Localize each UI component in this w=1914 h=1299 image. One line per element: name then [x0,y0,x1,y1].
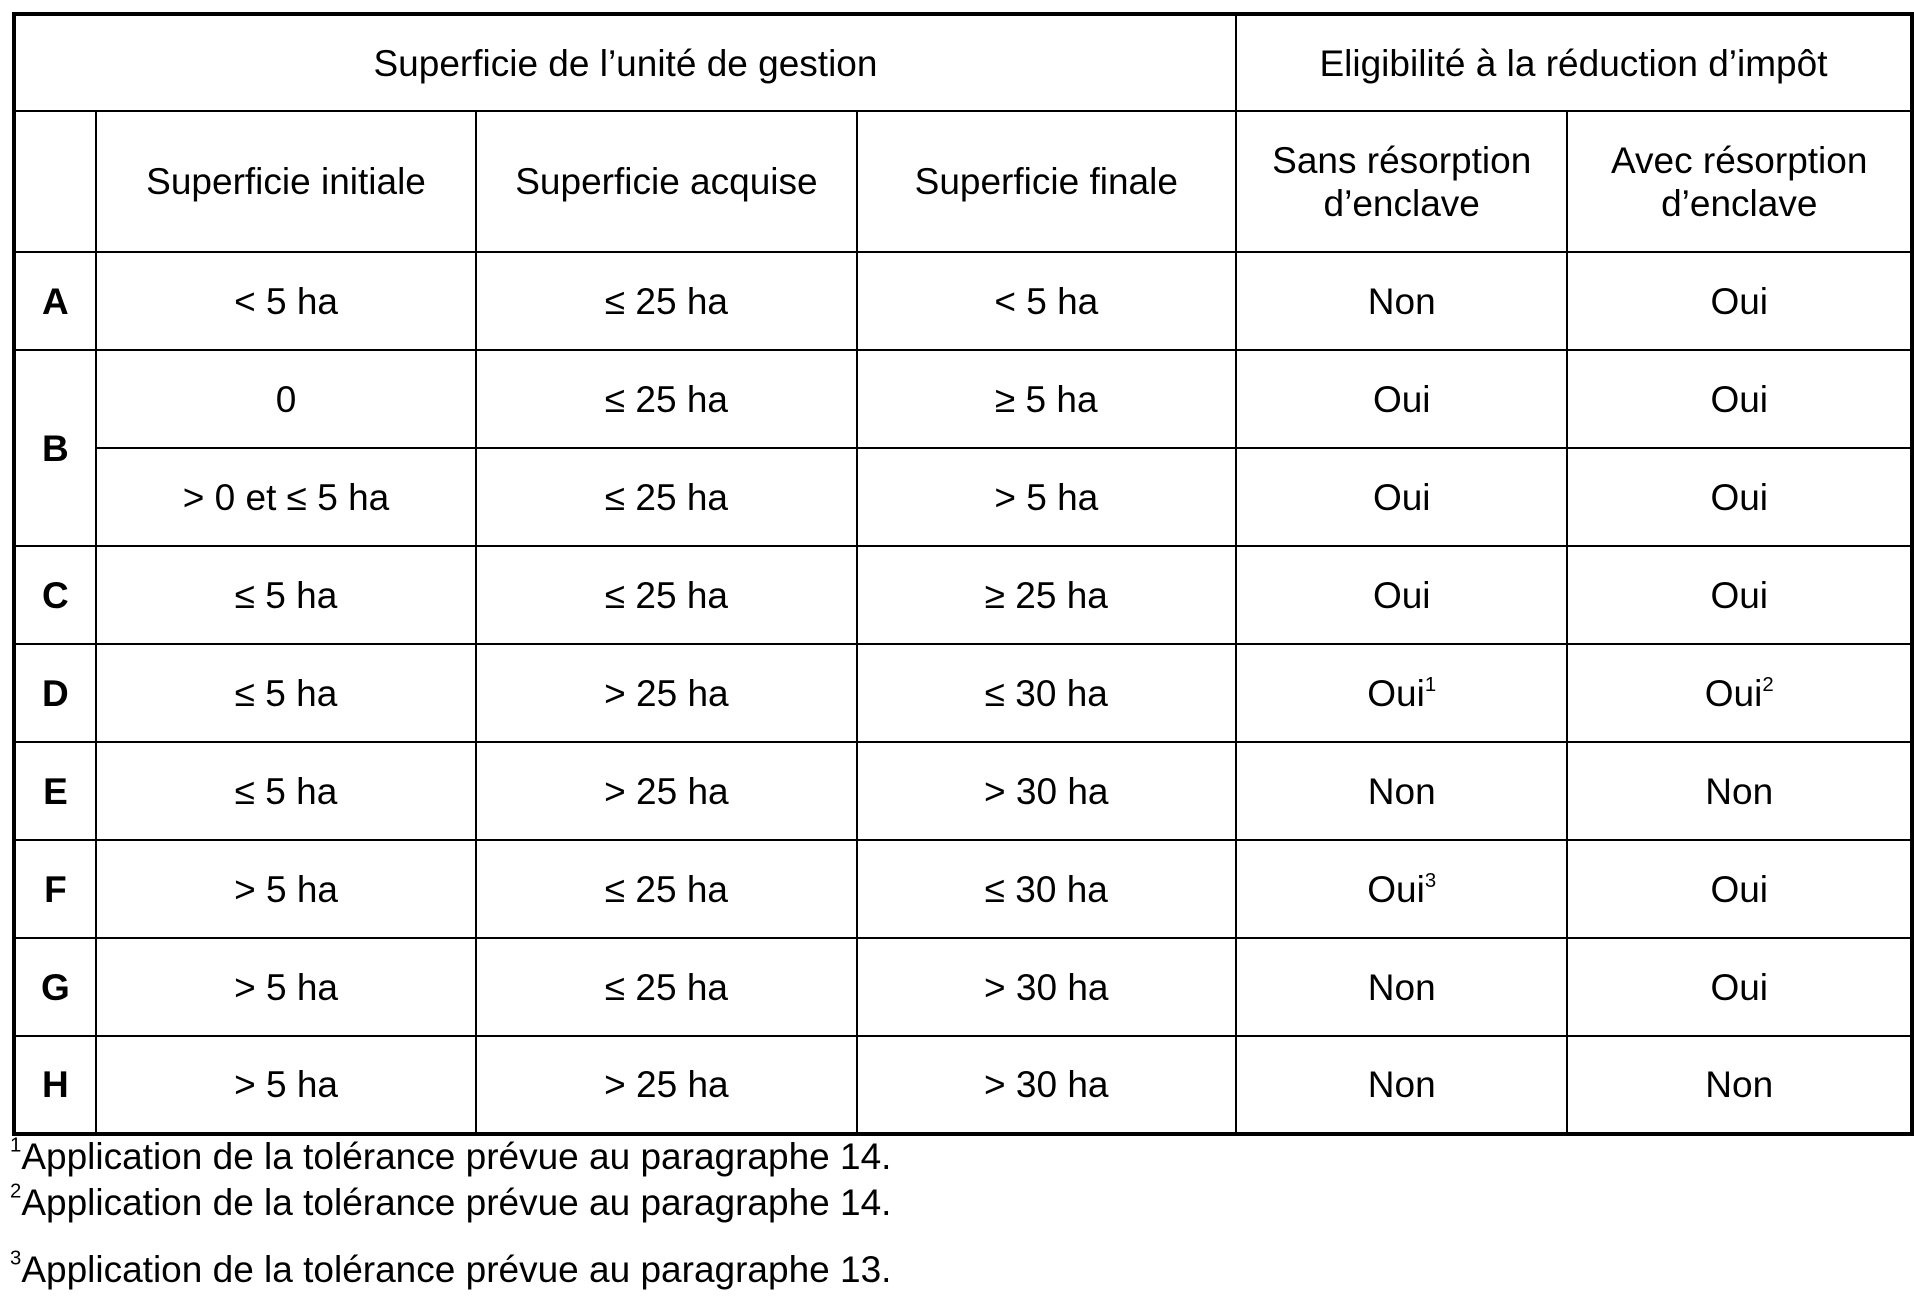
row-label-header [14,111,96,252]
row-label: F [14,840,96,938]
cell-eligibilite-sans [1236,546,1568,644]
eligibility-value: Oui [1710,574,1769,616]
cell-superficie-finale: ≥ 25 ha [857,546,1236,644]
cell-superficie-acquise: > 25 ha [476,1036,856,1134]
table-row [14,742,1912,840]
cell-superficie-initiale: ≤ 5 ha [96,644,476,742]
cell-eligibilite-sans [1236,742,1568,840]
table-row [14,840,1912,938]
cell-superficie-acquise: > 25 ha [476,644,856,742]
eligibility-value: Non [1367,1064,1436,1105]
row-label: B [14,350,96,546]
cell-superficie-acquise: ≤ 25 ha [476,252,856,350]
group-header-eligibilite: Eligibilité à la réduction d’impôt [1236,14,1912,111]
cell-superficie-initiale: > 0 et ≤ 5 ha [96,448,476,546]
cell-eligibilite-sans [1236,350,1568,448]
eligibility-value: Oui [1710,378,1769,420]
row-label: H [14,1036,96,1134]
footnote-mark: 3 [10,1247,22,1270]
row-label: C [14,546,96,644]
row-label: G [14,938,96,1036]
row-label: A [14,252,96,350]
eligibility-table [12,12,1914,1136]
cell-superficie-finale: ≥ 5 ha [857,350,1236,448]
footnote-2 [10,1182,891,1224]
footnote-3 [10,1249,891,1291]
footnote-mark: 2 [10,1180,22,1203]
cell-superficie-initiale: > 5 ha [96,1036,476,1134]
cell-superficie-finale: > 30 ha [857,742,1236,840]
cell-superficie-acquise: ≤ 25 ha [476,840,856,938]
cell-superficie-finale: ≤ 30 ha [857,840,1236,938]
eligibility-value: Oui [1372,574,1431,616]
cell-eligibilite-avec [1567,644,1912,742]
table-row [14,644,1912,742]
eligibility-value: Non [1367,770,1436,812]
cell-eligibilite-avec [1567,840,1912,938]
table-row [14,350,1912,448]
cell-eligibilite-sans [1236,644,1568,742]
footnote-reference: 1 [1424,673,1437,696]
cell-eligibilite-sans [1236,448,1568,546]
cell-eligibilite-sans [1236,252,1568,350]
eligibility-value: Oui [1367,672,1425,714]
row-label: E [14,742,96,840]
eligibility-value: Oui [1372,476,1431,518]
eligibility-value: Oui [1710,966,1769,1008]
cell-superficie-finale: < 5 ha [857,252,1236,350]
col-header-superficie-initiale: Superficie initiale [96,111,476,252]
table-row [14,546,1912,644]
cell-superficie-initiale: ≤ 5 ha [96,742,476,840]
cell-eligibilite-avec [1567,252,1912,350]
footnote-text: Application de la tolérance prévue au paragraphe 14. [21,1136,892,1177]
cell-superficie-acquise: ≤ 25 ha [476,350,856,448]
eligibility-value: Non [1705,770,1774,812]
table-row [14,938,1912,1036]
footnote-mark: 1 [10,1134,22,1157]
eligibility-value: Oui [1710,476,1769,518]
eligibility-value: Non [1367,280,1436,322]
cell-eligibilite-sans [1236,938,1568,1036]
cell-eligibilite-avec [1567,546,1912,644]
cell-eligibilite-avec [1567,448,1912,546]
eligibility-value: Non [1367,966,1436,1008]
cell-eligibilite-avec [1567,938,1912,1036]
cell-eligibilite-avec [1567,1036,1912,1134]
cell-superficie-acquise: ≤ 25 ha [476,448,856,546]
cell-superficie-initiale: 0 [96,350,476,448]
footnote-1 [10,1136,891,1178]
cell-superficie-initiale: > 5 ha [96,840,476,938]
group-header-row [14,14,1912,111]
col-header-superficie-acquise: Superficie acquise [476,111,856,252]
cell-eligibilite-avec [1567,350,1912,448]
footnote-reference: 2 [1762,673,1774,696]
column-header-row [14,111,1912,252]
col-header-superficie-finale: Superficie finale [857,111,1236,252]
cell-superficie-finale: ≤ 30 ha [857,644,1236,742]
cell-eligibilite-avec [1567,742,1912,840]
group-header-superficie: Superficie de l’unité de gestion [14,14,1236,111]
footnote-text: Application de la tolérance prévue au paragraphe 14. [21,1182,892,1223]
table-row [14,252,1912,350]
eligibility-value: Oui [1710,868,1769,910]
cell-superficie-finale: > 5 ha [857,448,1236,546]
row-label: D [14,644,96,742]
eligibility-value: Oui [1367,868,1425,910]
cell-superficie-acquise: > 25 ha [476,742,856,840]
col-header-avec-resorption: Avec résorption d’enclave [1567,111,1912,252]
eligibility-value: Non [1705,1064,1774,1105]
eligibility-value: Oui [1704,672,1763,714]
cell-superficie-initiale: > 5 ha [96,938,476,1036]
table-row [14,448,1912,546]
footnote-reference: 3 [1424,869,1437,892]
table-row [14,1036,1912,1134]
cell-superficie-initiale: ≤ 5 ha [96,546,476,644]
eligibility-value: Oui [1372,378,1431,420]
cell-superficie-finale: > 30 ha [857,1036,1236,1134]
cell-eligibilite-sans [1236,1036,1568,1134]
eligibility-value: Oui [1710,280,1769,322]
cell-superficie-acquise: ≤ 25 ha [476,938,856,1036]
col-header-sans-resorption: Sans résorption d’enclave [1236,111,1568,252]
cell-eligibilite-sans [1236,840,1568,938]
cell-superficie-acquise: ≤ 25 ha [476,546,856,644]
cell-superficie-finale: > 30 ha [857,938,1236,1036]
footnote-text: Application de la tolérance prévue au paragraphe 13. [21,1249,892,1290]
cell-superficie-initiale: < 5 ha [96,252,476,350]
